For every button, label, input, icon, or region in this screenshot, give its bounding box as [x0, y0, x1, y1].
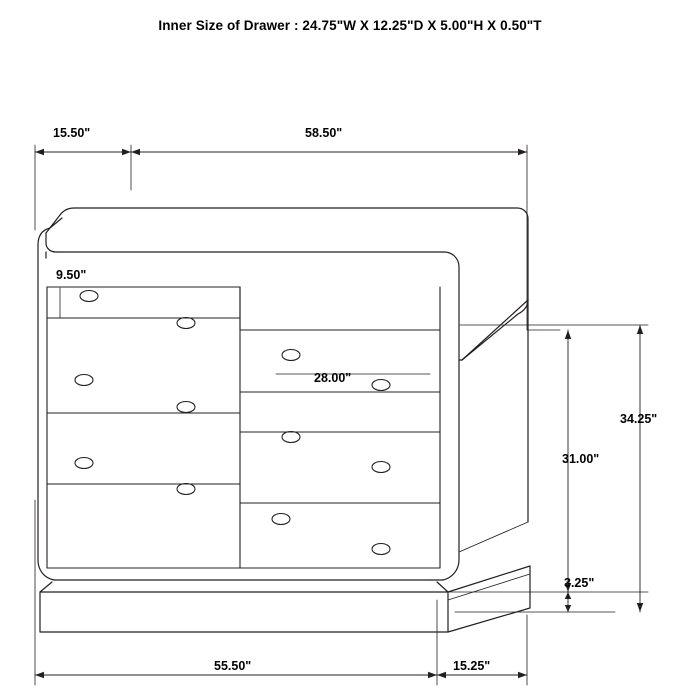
dim-label-drawer-height: 9.50" [56, 268, 87, 282]
dresser-top-panel [46, 208, 528, 360]
knob-icon [177, 402, 195, 413]
knob-icon [372, 544, 390, 555]
leader-lines [60, 288, 430, 374]
knob-icon [282, 350, 300, 361]
dim-width-top [131, 149, 527, 155]
dresser-top-front-edge [38, 218, 459, 330]
dim-label-base-depth: 15.25" [453, 659, 491, 673]
knob-icon [372, 462, 390, 473]
dim-label-base-width: 55.50" [214, 659, 252, 673]
dim-base-height [565, 592, 571, 612]
dresser-front-shell [38, 252, 528, 580]
dresser-base [40, 566, 530, 632]
dim-label-depth-top: 15.50" [53, 126, 91, 140]
knob-icon [272, 514, 290, 525]
drawer-grid [47, 287, 440, 568]
dim-label-width-top: 58.50" [305, 126, 343, 140]
dim-total-height [637, 325, 643, 612]
dresser-side-panel [459, 300, 528, 552]
dim-label-drawer-width: 28.00" [314, 371, 352, 385]
knob-icon [80, 291, 98, 302]
knob-icon [75, 375, 93, 386]
dim-label-total-height: 34.25" [620, 412, 658, 426]
dim-label-cabinet-height: 31.00" [562, 452, 600, 466]
knob-icon [177, 318, 195, 329]
knob-icon [177, 484, 195, 495]
extension-lines [35, 145, 648, 685]
knob-icon [282, 432, 300, 443]
knob-icon [75, 458, 93, 469]
dim-label-base-height: 3.25" [564, 576, 595, 590]
knob-icon [372, 380, 390, 391]
dim-depth-top [35, 149, 131, 155]
page-title: Inner Size of Drawer : 24.75"W X 12.25"D X 5.00"H X 0.50"T [158, 18, 542, 33]
